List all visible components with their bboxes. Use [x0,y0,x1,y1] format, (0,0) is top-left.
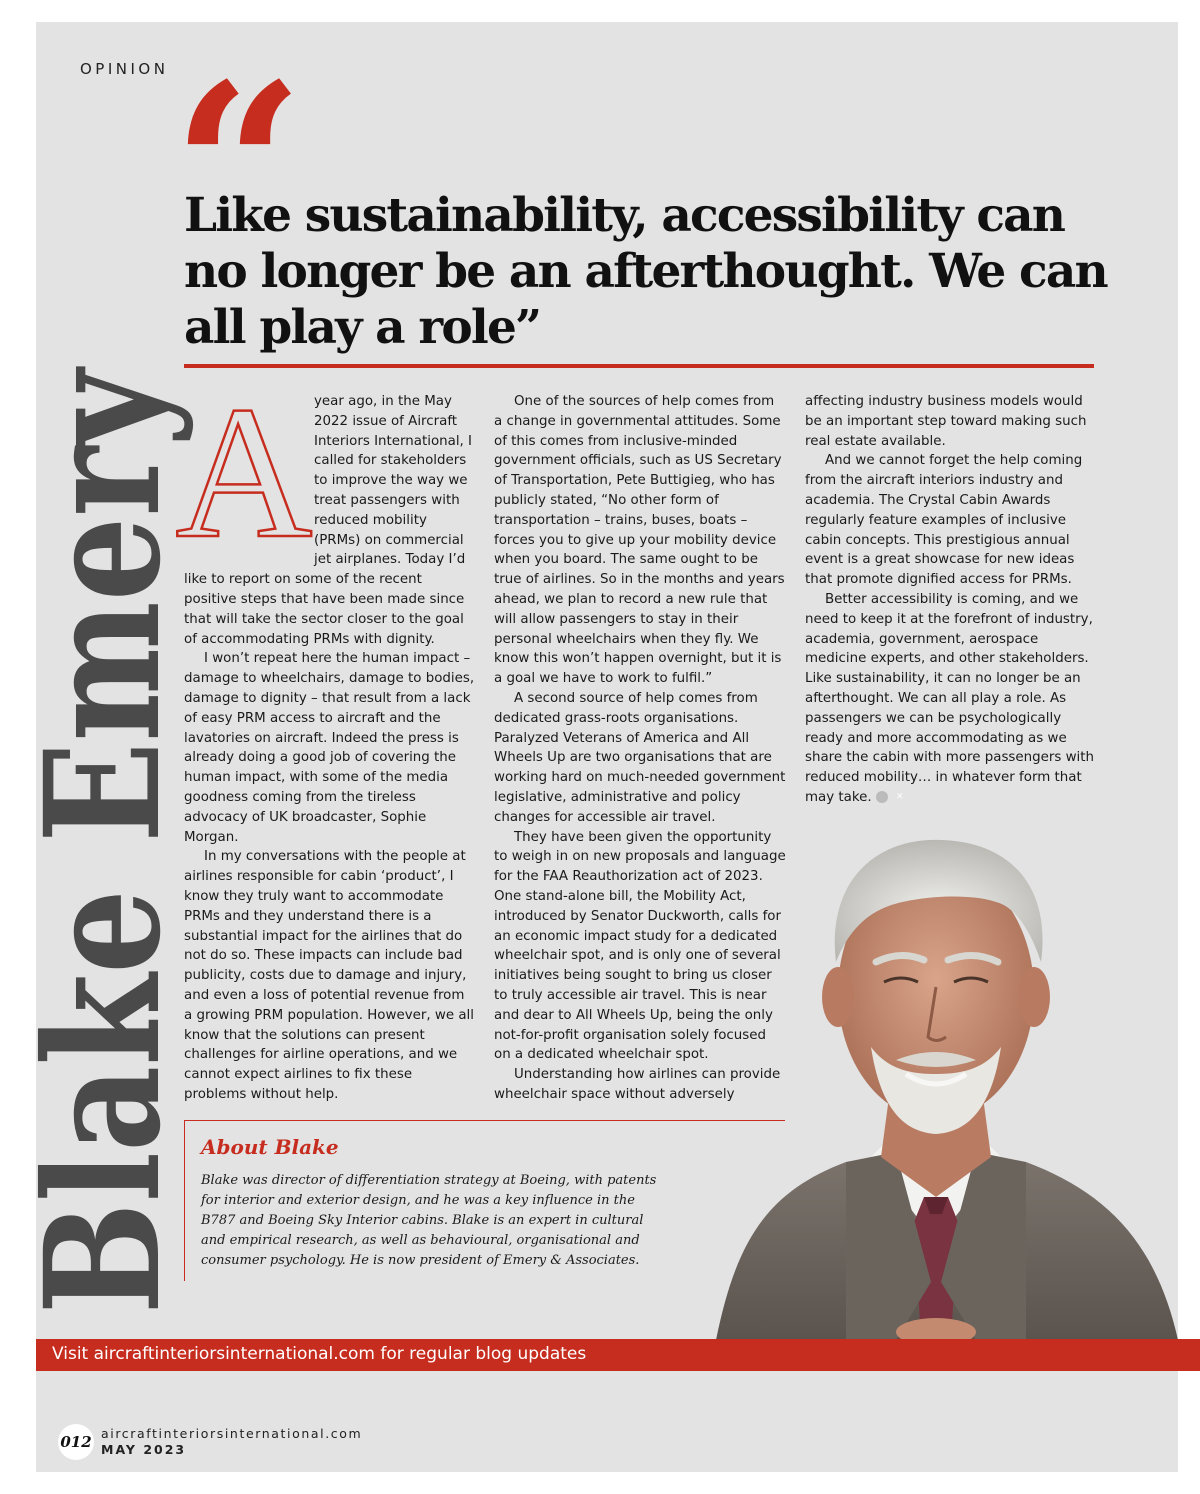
author-name-vertical [11,190,196,1322]
drop-cap [175,368,313,578]
author-portrait [696,812,1178,1340]
drop-cap-letter: A [175,368,313,578]
paragraph: One of the sources of help comes from a change in governmental attitudes. Some of this comes from inclusive-minded government officials, such as US Secretary of Transportation, Pete Buttigieg, who has publicly stated, “No other form of transportation – trains, buses, boats – forces you to give up your mobility device when you board. The same ought to be true of airlines. So in the months and years ahead, we plan to record a new rule that will allow passengers to stay in their personal wheelchairs when they fly. We know this won’t happen overnight, but it is a goal we have to work to fulfil.” [494,394,785,687]
paragraph: year ago, in the May 2022 issue of Aircraft Interiors International, I called for stakeholders to improve the way we treat passengers with reduced mobility (PRMs) on commercial jet airplanes. Today I’d like to report on some of the recent positive steps that have been made since that will take the sector closer to the goal of accommodating PRMs with dignity. [184,394,473,647]
headline-divider [184,364,1094,368]
paragraph: A second source of help comes from dedicated grass-roots organisations. Paralyzed Veterans of America and All Wheels Up are two organisations that are working hard on much-needed government legislative, administrative and policy changes for accessible air travel. [494,690,786,825]
about-title: About Blake [201,1135,339,1159]
paragraph: They have been given the opportunity to weigh in on new proposals and language for the FAA Reauthorization act of 2023. One stand-alone bill, the Mobility Act, introduced by Senator Duckworth, calls for an economic impact study for a dedicated wheelchair spot, and is only one of several initiatives being sought to bring us closer to truly accessible air travel. This is near and dear to All Wheels Up, being the only not-for-profit organisation solely focused on a dedicated wheelchair spot. [494,829,786,1063]
blog-banner[interactable] [36,1339,1200,1371]
section-label: OPINION [80,60,169,78]
footer-website: aircraftinteriorsinternational.com [101,1426,363,1441]
about-text: Blake was director of differentiation strategy at Boeing, with patents for interior and exterior design, and he was a key influence in the B787 and Boeing Sky Interior cabins. Blake is an expert in cultural and empirical research, as well as behavioural, organisational and consumer psychology. He is now president of Emery & Associates. [201,1173,657,1268]
paragraph: In my conversations with the people at airlines responsible for cabin ‘product’, I know they truly want to accommodate PRMs and they understand there is a substantial impact for the airlines that do not do so. These impacts can include bad publicity, costs due to damage and injury, and even a loss of potential revenue from a growing PRM population. However, we all know that the solutions can present challenges for airline operations, and we cannot expect airlines to fix these problems without help. [184,849,474,1102]
paragraph: Understanding how airlines can provide wheelchair space without adversely [494,1067,781,1102]
paragraph: I won’t repeat here the human impact – damage to wheelchairs, damage to bodies, damage to dignity – that result from a lack of easy PRM access to aircraft and the lavatories on aircraft. Indeed the press is already doing a good job of covering the human impact, with some of the media goodness coming from the tireless advocacy of UK broadcaster, Sophie Morgan. [184,651,475,845]
quote-mark-icon: “ [172,34,305,304]
article-column-3 [805,392,1095,808]
end-of-article-icon: ✕ [876,791,888,803]
pull-quote-headline: Like sustainability, accessibility can no longer be an afterthought. We can all play a role” [184,188,1107,355]
about-author-box [184,1120,785,1281]
page-number: 012 [58,1424,94,1460]
paragraph [805,590,1095,808]
paragraph: affecting industry business models would be an important step toward making such real estate available. [805,394,1087,449]
paragraph: And we cannot forget the help coming from the aircraft interiors industry and academia. The Crystal Cabin Awards regularly feature examples of inclusive cabin concepts. This prestigious annual event is a great showcase for new ideas that promote dignified access for PRMs. [805,453,1083,588]
banner-link[interactable]: Visit aircraftinteriorsinternational.com for regular blog updates [52,1344,587,1364]
magazine-page [11,22,1178,1472]
author-name: Blake Emery [11,190,196,1315]
paragraph-text: Better accessibility is coming, and we need to keep it at the forefront of industry, academia, government, aerospace medicine experts, and other stakeholders. Like sustainability, it can no longer be an afterthought. We can all play a role. As passengers we can be psychologically ready and more accommodating as we share the cabin with more passengers with reduced mobility… in whatever form that may take. [805,591,1095,805]
footer-issue-date: MAY 2023 [101,1442,187,1457]
article-column-1 [175,368,476,1105]
